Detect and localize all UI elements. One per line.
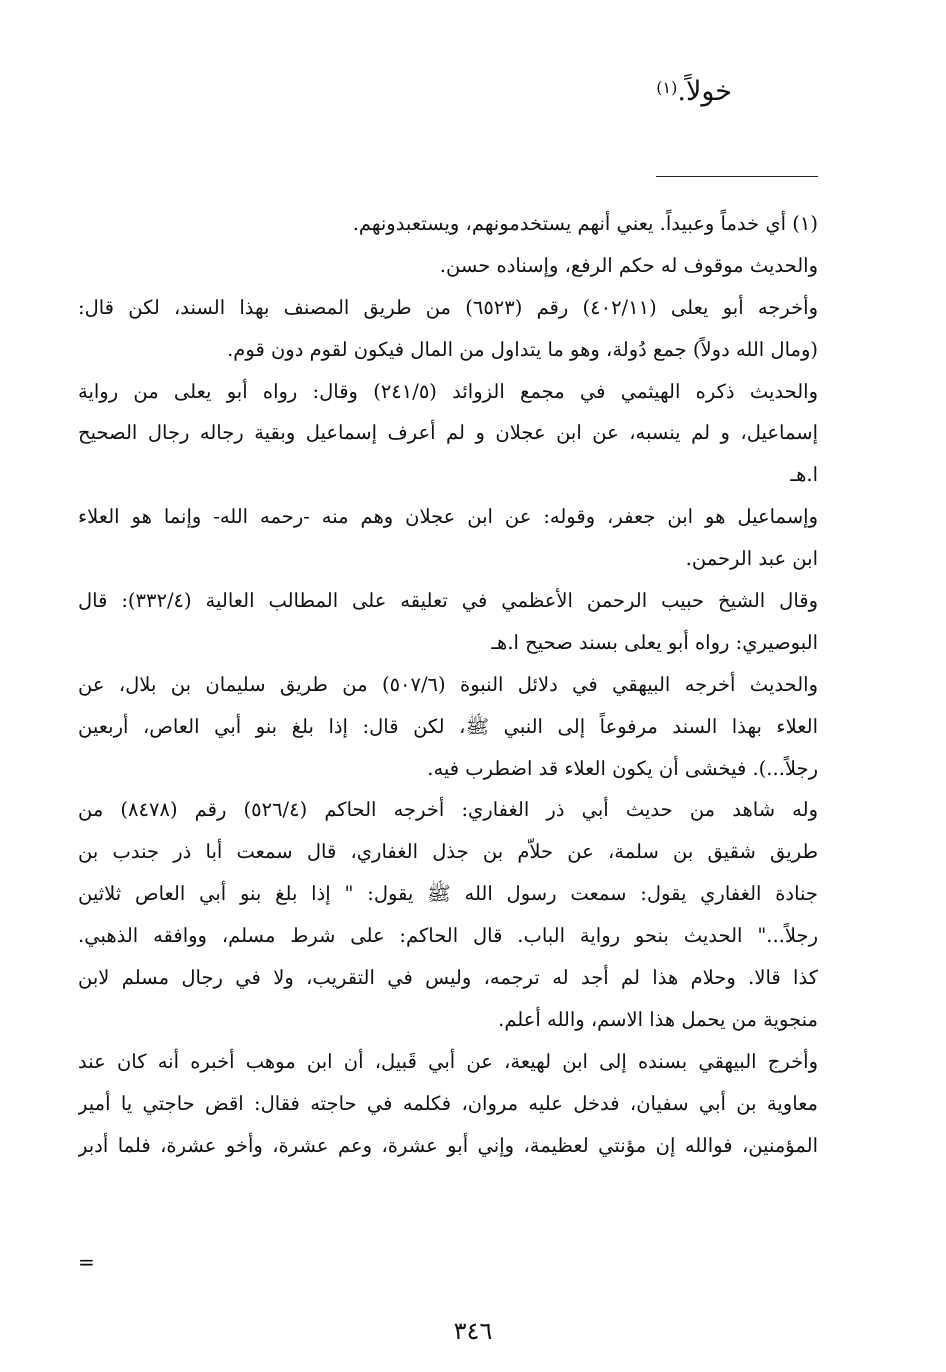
- footnotes-block: [78, 203, 818, 1166]
- footnote-line: والحديث أخرجه البيهقي في دلائل النبوة (٥٠٧/٦) من طريق سليمان بن بلال، عن: [78, 672, 818, 696]
- footnote-line: كذا قالا. وحلام هذا لم أجد له ترجمه، وليس في التقريب، ولا في رجال مسلم لابن: [78, 966, 818, 990]
- footnote-reference: (١): [656, 78, 678, 97]
- footnote-line: العلاء بهذا السند مرفوعاً إلى النبي ﷺ، لكن قال: إذا بلغ بنو أبي العاص، أربعين: [78, 714, 818, 738]
- footnote-line: إسماعيل، و لم ينسبه، عن ابن عجلان و لم أعرف إسماعيل وبقية رجاله رجال الصحيح: [78, 421, 818, 445]
- continuation-mark: =: [78, 1250, 95, 1274]
- footnote-line: ابن عبد الرحمن.: [685, 547, 818, 571]
- footnote-line: وقال الشيخ حبيب الرحمن الأعظمي في تعليقه على المطالب العالية (٣٣٢/٤): قال: [78, 589, 818, 613]
- page-number: ٣٤٦: [453, 1317, 493, 1345]
- footnote-line: (١) أي خدماً وعبيداً. يعني أنهم يستخدمونهم، ويستعبدونهم.: [352, 212, 818, 235]
- main-text-body: خولاً.: [677, 76, 732, 107]
- footnote-line: (ومال الله دولاً) جمع دُولة، وهو ما يتداول من المال فيكون لقوم دون قوم.: [227, 337, 818, 361]
- footnote-line: وإسماعيل هو ابن جعفر، وقوله: عن ابن عجلان وهم منه -رحمه الله- وإنما هو العلاء: [78, 505, 818, 529]
- footnote-line: البوصيري: رواه أبو يعلى بسند صحيح ا.هـ: [491, 630, 818, 654]
- footnote-line: والحديث ذكره الهيثمي في مجمع الزوائد (٢٤١/٥) وقال: رواه أبو يعلى من رواية: [78, 379, 818, 403]
- footnote-line: وأخرج البيهقي بسنده إلى ابن لهيعة، عن أبي قَبيل، أن ابن موهب أخبره أنه كان عند: [78, 1049, 818, 1073]
- footnote-line: المؤمنين، فوالله إن مؤنتي لعظيمة، وإني أبو عشرة، وعم عشرة، وأخو عشرة، فلما أدبر: [78, 1133, 818, 1157]
- footnote-line: جنادة الغفاري يقول: سمعت رسول الله ﷺ يقول: " إذا بلغ بنو أبي العاص ثلاثين: [78, 882, 818, 906]
- footnote-line: وأخرجه أبو يعلى (٤٠٢/١١) رقم (٦٥٢٣) من طريق المصنف بهذا السند، لكن قال:: [78, 295, 818, 319]
- footnote-separator: [656, 176, 818, 177]
- footnote-line: ا.هـ: [790, 463, 818, 487]
- footnote-line: رجلاً...). فيخشى أن يكون العلاء قد اضطرب فيه.: [427, 756, 818, 780]
- footnote-line: رجلاً..." الحديث بنحو رواية الباب. قال الحاكم: على شرط مسلم، ووافقه الذهبي.: [78, 924, 818, 948]
- footnote-line: منجوية من يحمل هذا الاسم، والله أعلم.: [498, 1007, 818, 1031]
- footnote-line: طريق شقيق بن سلمة، عن حلاّم بن جذل الغفاري، قال سمعت أبا ذر جندب بن: [78, 840, 818, 864]
- main-text: [652, 72, 732, 112]
- footnote-line: معاوية بن أبي سفيان، فدخل عليه مروان، فكلمه في حاجته فقال: اقض حاجتي يا أمير: [78, 1091, 818, 1115]
- footnote-line: وله شاهد من حديث أبي ذر الغفاري: أخرجه الحاكم (٥٢٦/٤) رقم (٨٤٧٨) من: [78, 798, 818, 822]
- footnote-line: والحديث موقوف له حكم الرفع، وإسناده حسن.: [439, 253, 818, 277]
